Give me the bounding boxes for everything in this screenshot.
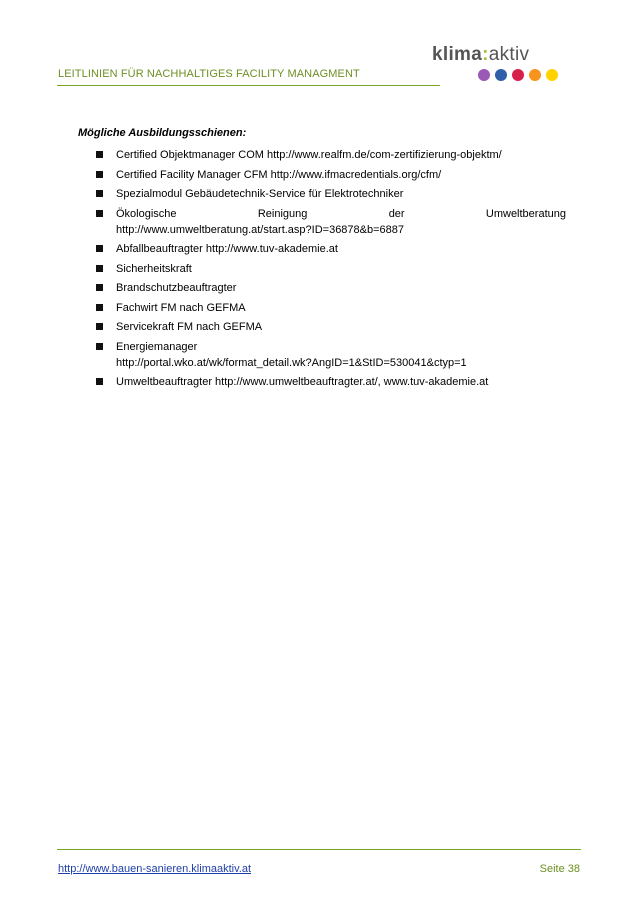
square-bullet-icon <box>96 245 103 252</box>
square-bullet-icon <box>96 210 103 217</box>
logo-dot-purple <box>478 69 490 81</box>
list-item: Spezialmodul Gebäudetechnik-Service für Elektrotechniker <box>96 186 566 202</box>
list-item-url: http://www.umweltberatung.at/start.asp?ID=36878&b=6887 <box>116 223 405 236</box>
square-bullet-icon <box>96 171 103 178</box>
logo-wordmark: klima:aktiv <box>432 44 530 65</box>
list-item-url: http://portal.wko.at/wk/format_detail.wk?AngID=1&StID=530041&ctyp=1 <box>116 356 467 369</box>
section-title: Mögliche Ausbildungsschienen: <box>78 127 247 139</box>
logo-dot-red <box>512 69 524 81</box>
square-bullet-icon <box>96 378 103 385</box>
square-bullet-icon <box>96 151 103 158</box>
footer-url-link[interactable]: http://www.bauen-sanieren.klimaaktiv.at <box>58 863 251 875</box>
logo-dot-yellow <box>546 69 558 81</box>
list-item: Umweltbeauftragter http://www.umweltbeauftragter.at/, www.tuv-akademie.at <box>96 374 566 390</box>
square-bullet-icon <box>96 343 103 350</box>
header-title: LEITLINIEN FÜR NACHHALTIGES FACILITY MANAGMENT <box>58 68 360 80</box>
list-item-line: Ökologische Reinigung der Umweltberatung <box>116 207 566 220</box>
list-item: Certified Facility Manager CFM http://www.ifmacredentials.org/cfm/ <box>96 167 566 183</box>
logo-dots <box>478 68 563 82</box>
square-bullet-icon <box>96 190 103 197</box>
square-bullet-icon <box>96 265 103 272</box>
list-item: Servicekraft FM nach GEFMA <box>96 319 566 335</box>
square-bullet-icon <box>96 304 103 311</box>
list-item: Abfallbeauftragter http://www.tuv-akademie.at <box>96 241 566 257</box>
list-item: Fachwirt FM nach GEFMA <box>96 300 566 316</box>
list-item <box>96 339 566 371</box>
list-item-line: Energiemanager <box>116 340 198 353</box>
list-item: Brandschutzbeauftragter <box>96 280 566 296</box>
logo-dot-blue <box>495 69 507 81</box>
logo-dot-orange <box>529 69 541 81</box>
square-bullet-icon <box>96 323 103 330</box>
header-divider <box>57 85 440 86</box>
list-item: Sicherheitskraft <box>96 261 566 277</box>
page-number: Seite 38 <box>539 863 580 875</box>
square-bullet-icon <box>96 284 103 291</box>
training-list <box>96 147 566 394</box>
footer-divider <box>57 849 581 850</box>
list-item <box>96 206 566 238</box>
klimaaktiv-logo <box>432 44 572 86</box>
list-item: Certified Objektmanager COM http://www.realfm.de/com-zertifizierung-objektm/ <box>96 147 566 163</box>
